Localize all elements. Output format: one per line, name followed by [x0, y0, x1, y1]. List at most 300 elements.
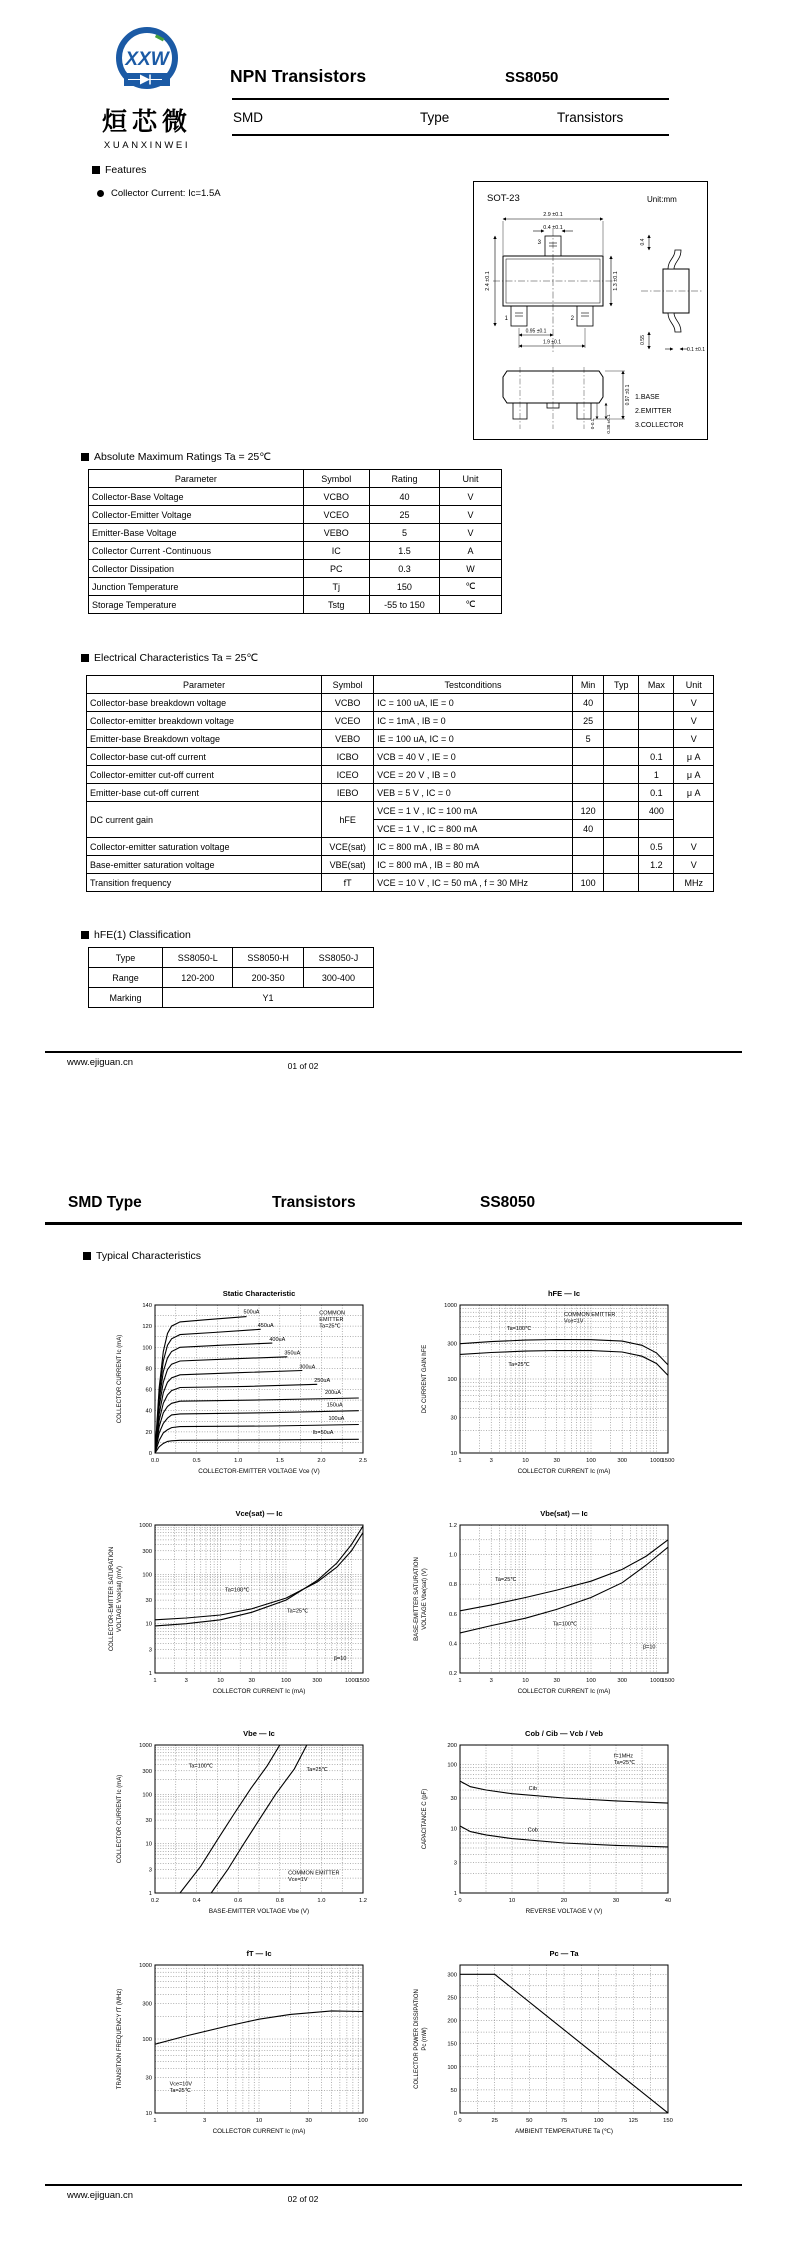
page2-header-left: SMD Type — [68, 1194, 142, 1211]
table-row — [89, 578, 502, 596]
y-axis-label-2: VOLTAGE Vce(sat) (mV) — [117, 1565, 123, 1633]
table-header-cell: Rating — [369, 470, 439, 488]
chart-title: Vbe — Ic — [243, 1729, 275, 1738]
table-cell: 5 — [572, 730, 603, 748]
pin-2-number: 2 — [570, 316, 574, 322]
x-axis-label: AMBIENT TEMPERATURE Ta (℃) — [515, 2128, 613, 2135]
table-row — [89, 506, 502, 524]
x-axis-label: COLLECTOR CURRENT Ic (mA) — [212, 1688, 306, 1695]
x-tick-label: 50 — [526, 2118, 533, 2124]
table-header-cell: SS8050-H — [233, 948, 303, 968]
y-tick-label: 100 — [142, 1345, 152, 1352]
dim-standoff: 0-0.1 — [590, 418, 595, 430]
series-label: Ta=100℃ — [188, 1763, 213, 1770]
table-cell: Emitter-Base Voltage — [89, 524, 304, 542]
table-cell: Collector-emitter cut-off current — [87, 766, 322, 784]
table-cell: Emitter-base cut-off current — [87, 784, 322, 802]
table-cell: VCE(sat) — [322, 838, 374, 856]
section-marker-icon — [81, 453, 89, 461]
table-cell: 25 — [572, 712, 603, 730]
table-cell: VCBO — [322, 694, 374, 712]
series-label: Ta=25℃ — [286, 1608, 309, 1615]
table-cell: Junction Temperature — [89, 578, 304, 596]
part-number: SS8050 — [505, 69, 559, 86]
y-tick-label: 1 — [148, 1891, 152, 1897]
section-marker-icon — [81, 931, 89, 939]
table-cell: VCE = 1 V , IC = 800 mA — [374, 820, 573, 838]
logo-latin-name: XUANXINWEI — [103, 140, 191, 151]
y-tick-label: 1.2 — [448, 1523, 457, 1529]
footer-site-1[interactable]: www.ejiguan.cn — [67, 1057, 134, 1068]
table-header-cell: Parameter — [89, 470, 304, 488]
table-row — [89, 542, 502, 560]
section-marker-icon — [92, 166, 100, 174]
table-cell: Tj — [303, 578, 369, 596]
table-cell — [604, 784, 639, 802]
x-tick-label: 1000 — [650, 1458, 663, 1464]
x-tick-label: 75 — [560, 2118, 568, 2124]
abs-max-heading — [81, 451, 271, 463]
hfe-class-heading-label: hFE(1) Classification — [94, 929, 191, 941]
table-cell: Collector-base breakdown voltage — [87, 694, 322, 712]
dim-pin-width: 0.4 ±0.1 — [543, 225, 563, 231]
x-axis-label: COLLECTOR-EMITTER VOLTAGE Vce (V) — [198, 1468, 320, 1475]
x-axis-label: COLLECTOR CURRENT Ic (mA) — [212, 2128, 306, 2135]
y-tick-label: 0.2 — [448, 1671, 457, 1677]
x-tick-label: 1500 — [356, 1678, 370, 1684]
logo — [92, 24, 202, 151]
x-tick-label: 1000 — [345, 1678, 358, 1684]
x-tick-label: 20 — [560, 1898, 568, 1904]
table-cell: 1.2 — [639, 856, 674, 874]
table-cell — [604, 694, 639, 712]
y-tick-label: 3 — [453, 1860, 457, 1867]
x-axis-label: BASE-EMITTER VOLTAGE Vbe (V) — [208, 1908, 310, 1915]
y-tick-label: 50 — [450, 2087, 457, 2094]
y-tick-label: 1 — [453, 1891, 457, 1897]
x-tick-label: 30 — [305, 2118, 312, 2124]
abs-max-table — [88, 469, 502, 614]
y-tick-label: 140 — [142, 1303, 152, 1309]
table-cell: Storage Temperature — [89, 596, 304, 614]
table-header-row — [89, 948, 374, 968]
x-tick-label: 1000 — [650, 1678, 663, 1684]
grid — [460, 1305, 668, 1453]
chart-title: Cob / Cib — Vcb / Veb — [525, 1729, 603, 1738]
table-cell — [639, 730, 674, 748]
table-cell: -55 to 150 — [369, 596, 439, 614]
footer-divider-1 — [45, 1051, 742, 1053]
x-tick-label: 30 — [553, 1458, 560, 1464]
table-cell: ℃ — [440, 596, 502, 614]
dim-body-width: 2.9 ±0.1 — [543, 212, 563, 218]
package-top-view — [493, 219, 615, 353]
chart-annotation: f=1MHz — [613, 1753, 634, 1760]
table-cell: 400 — [639, 802, 674, 820]
table-cell: IC = 800 mA , IB = 80 mA — [374, 838, 573, 856]
table-cell: V — [674, 712, 714, 730]
x-tick-label: 300 — [617, 1458, 628, 1464]
table-header-cell: Unit — [674, 676, 714, 694]
table-cell: hFE — [322, 802, 374, 838]
y-tick-label: 10 — [145, 2111, 152, 2117]
page2-header-right: SS8050 — [480, 1194, 536, 1211]
page-title: NPN Transistors — [230, 66, 367, 86]
x-tick-label: 1500 — [661, 1458, 675, 1464]
series-line — [155, 1439, 359, 1453]
table-cell: DC current gain — [87, 802, 322, 838]
table-cell: μ A — [674, 784, 714, 802]
table-header-cell: Symbol — [303, 470, 369, 488]
y-tick-label: 10 — [450, 1826, 457, 1833]
logo-mark — [110, 24, 184, 96]
table-cell: 300-400 — [303, 968, 373, 988]
y-tick-label: 100 — [142, 1792, 152, 1799]
table-cell — [604, 802, 639, 820]
table-cell: IC = 100 uA, IE = 0 — [374, 694, 573, 712]
series-label: Ta=100℃ — [506, 1326, 532, 1332]
y-tick-label: 100 — [447, 2064, 457, 2071]
table-cell: V — [440, 524, 502, 542]
table-cell: ℃ — [440, 578, 502, 596]
table-cell: 0.1 — [639, 784, 674, 802]
dim-body-height: 2.4 ±0.1 — [485, 271, 491, 291]
table-cell — [572, 784, 603, 802]
table-header-cell: Type — [89, 948, 163, 968]
y-axis-label-2: VOLTAGE Vbe(sat) (V) — [422, 1568, 428, 1630]
table-cell: μ A — [674, 748, 714, 766]
table-cell — [604, 748, 639, 766]
chart-pc-vs-ta — [380, 1943, 700, 2155]
series-label: Ib=50uA — [312, 1430, 334, 1436]
table-cell: VCE = 10 V , IC = 50 mA , f = 30 MHz — [374, 874, 573, 892]
chart-title: Vce(sat) — Ic — [235, 1509, 283, 1518]
chart-title: Static Characteristic — [222, 1289, 296, 1298]
dim-lead-thickness: 0.1 ±0.1 — [686, 347, 706, 353]
y-axis-label-2: Pc (mW) — [422, 2027, 428, 2051]
x-tick-label: 2.5 — [358, 1458, 368, 1464]
series-label: Cob — [527, 1827, 538, 1834]
y-tick-label: 30 — [450, 1796, 457, 1802]
y-tick-label: 1000 — [139, 1963, 152, 1969]
y-tick-label: 1000 — [139, 1743, 152, 1749]
chart-annotation: Ta=25℃ — [169, 2087, 191, 2094]
y-axis-label: BASE-EMITTER SATURATION — [414, 1557, 420, 1641]
pin-1-number: 1 — [504, 316, 508, 322]
section-marker-icon — [81, 654, 89, 662]
table-row — [87, 712, 714, 730]
table-row — [87, 802, 714, 820]
logo-monogram: XXW — [125, 49, 169, 70]
table-cell: 120 — [572, 802, 603, 820]
table-cell: 100 — [572, 874, 603, 892]
pin-legend-collector: 3.COLLECTOR — [635, 422, 684, 429]
x-tick-label: 1.0 — [317, 1898, 326, 1904]
table-header-cell: SS8050-J — [303, 948, 373, 968]
table-cell: 5 — [369, 524, 439, 542]
header-sub-type: Type — [420, 110, 450, 125]
x-tick-label: 0 — [458, 1898, 462, 1904]
chart-annotation: COMMON EMITTER — [564, 1311, 616, 1318]
x-tick-label: 3 — [489, 1678, 493, 1684]
table-header-row — [87, 676, 714, 694]
series-label: 400uA — [269, 1336, 286, 1343]
series-label: 450uA — [257, 1323, 274, 1330]
chart-svg — [75, 1283, 395, 1495]
table-cell: ICEO — [322, 766, 374, 784]
table-cell: V — [440, 506, 502, 524]
x-tick-label: 1 — [153, 1678, 157, 1684]
x-tick-label: 0.5 — [192, 1458, 201, 1464]
y-tick-label: 100 — [447, 1762, 457, 1769]
grid — [460, 1965, 668, 2113]
table-cell: VBE(sat) — [322, 856, 374, 874]
table-header-cell: Symbol — [322, 676, 374, 694]
y-axis-label: COLLECTOR CURRENT Ic (mA) — [117, 1334, 123, 1424]
y-tick-label: 300 — [142, 1768, 152, 1775]
table-header-row — [89, 470, 502, 488]
x-tick-label: 10 — [522, 1458, 529, 1464]
bullet-icon — [97, 190, 104, 197]
table-cell: Tstg — [303, 596, 369, 614]
table-cell: fT — [322, 874, 374, 892]
chart-annotation: β=10 — [333, 1656, 347, 1663]
table-cell — [604, 856, 639, 874]
table-cell: V — [674, 694, 714, 712]
table-cell — [604, 712, 639, 730]
y-tick-label: 100 — [142, 2037, 152, 2043]
x-tick-label: 10 — [255, 2118, 263, 2124]
x-axis-label: REVERSE VOLTAGE V (V) — [525, 1908, 603, 1915]
x-tick-label: 30 — [612, 1898, 620, 1904]
table-cell: 40 — [369, 488, 439, 506]
table-row — [87, 694, 714, 712]
x-tick-label: 40 — [664, 1898, 672, 1904]
y-tick-label: 0.8 — [448, 1582, 457, 1589]
table-cell: IC — [303, 542, 369, 560]
table-cell: Collector-emitter saturation voltage — [87, 838, 322, 856]
electrical-table — [86, 675, 714, 892]
chart-static-characteristic — [75, 1283, 395, 1495]
header-divider-1 — [232, 98, 669, 100]
table-cell: V — [440, 488, 502, 506]
x-tick-label: 10 — [522, 1678, 529, 1684]
x-axis-label: COLLECTOR CURRENT Ic (mA) — [517, 1468, 611, 1475]
table-cell: VEBO — [303, 524, 369, 542]
y-tick-label: 1000 — [444, 1303, 457, 1309]
grid — [155, 1525, 363, 1673]
series-label: Ta=25℃ — [508, 1362, 530, 1368]
y-tick-label: 30 — [145, 1598, 152, 1605]
y-axis-label: TRANSITION FREQUENCY fT (MHz) — [117, 1988, 123, 2090]
x-tick-label: 0.0 — [150, 1458, 160, 1464]
table-cell: Collector-base cut-off current — [87, 748, 322, 766]
y-tick-label: 10 — [145, 1621, 152, 1628]
table-cell: MHz — [674, 874, 714, 892]
chart-title: Vbe(sat) — Ic — [540, 1509, 588, 1518]
table-header-cell: Max — [639, 676, 674, 694]
x-tick-label: 100 — [586, 1678, 596, 1684]
chart-title: Pc — Ta — [549, 1949, 579, 1958]
x-tick-label: 1 — [458, 1458, 462, 1464]
table-cell: IC = 1mA , IB = 0 — [374, 712, 573, 730]
x-tick-label: 10 — [508, 1898, 516, 1904]
table-cell — [639, 694, 674, 712]
dim-lead-top: 0.4 — [640, 238, 646, 246]
table-row — [87, 730, 714, 748]
series-label: 300uA — [299, 1364, 316, 1371]
y-tick-label: 0 — [148, 1451, 152, 1457]
chart-annotation: β=10 — [643, 1644, 656, 1651]
table-cell: ICBO — [322, 748, 374, 766]
table-cell: Collector-emitter breakdown voltage — [87, 712, 322, 730]
feature-item — [97, 188, 221, 199]
table-header-cell: Typ — [604, 676, 639, 694]
y-axis-label: COLLECTOR-EMITTER SATURATION — [109, 1546, 115, 1652]
table-cell — [604, 730, 639, 748]
electrical-heading-label: Electrical Characteristics Ta = 25℃ — [94, 652, 259, 664]
table-cell: μ A — [674, 766, 714, 784]
y-tick-label: 1 — [148, 1671, 152, 1677]
y-tick-label: 0.6 — [448, 1611, 457, 1618]
table-cell: VEB = 5 V , IC = 0 — [374, 784, 573, 802]
x-tick-label: 1.5 — [275, 1458, 284, 1464]
package-box-border — [474, 182, 708, 440]
y-tick-label: 10 — [145, 1841, 152, 1848]
x-tick-label: 30 — [248, 1678, 255, 1684]
chart-hfe-vs-ic — [380, 1283, 700, 1495]
typical-characteristics-label: Typical Characteristics — [96, 1250, 202, 1262]
chart-annotation: Vce=1V — [564, 1318, 584, 1325]
x-tick-label: 0.8 — [275, 1898, 284, 1904]
series-label: Ta=100℃ — [552, 1621, 578, 1628]
y-tick-label: 300 — [447, 1972, 457, 1979]
series-label: 350uA — [284, 1350, 301, 1357]
section-marker-icon — [83, 1252, 91, 1260]
chart-annotation: COMMON — [319, 1310, 345, 1317]
table-cell: VCB = 40 V , IE = 0 — [374, 748, 573, 766]
table-cell: PC — [303, 560, 369, 578]
x-tick-label: 30 — [553, 1678, 560, 1684]
y-axis-label: CAPACITANCE C (pF) — [422, 1788, 428, 1850]
header-sub-transistors: Transistors — [557, 110, 624, 125]
series-line — [155, 1533, 363, 1620]
footer-site-2[interactable]: www.ejiguan.cn — [67, 2190, 134, 2201]
chart-annotation: Vce=10V — [169, 2081, 193, 2088]
y-tick-label: 80 — [145, 1366, 152, 1373]
chart-svg — [380, 1283, 700, 1495]
x-tick-label: 1.0 — [234, 1458, 243, 1464]
table-row — [89, 560, 502, 578]
hfe-class-table — [88, 947, 374, 1008]
table-cell: 200-350 — [233, 968, 303, 988]
package-name: SOT-23 — [487, 193, 520, 204]
table-header-cell: Parameter — [87, 676, 322, 694]
table-cell: VCEO — [303, 506, 369, 524]
dim-pin-pitch: 0.95 ±0.1 — [525, 328, 547, 335]
x-tick-label: 3 — [202, 2118, 207, 2124]
table-row — [89, 596, 502, 614]
features-heading — [92, 164, 146, 176]
series-label: 100uA — [328, 1416, 345, 1423]
table-cell: IE = 100 uA, IC = 0 — [374, 730, 573, 748]
chart-svg — [75, 1503, 395, 1715]
y-tick-label: 40 — [145, 1408, 152, 1415]
y-tick-label: 0.4 — [448, 1641, 457, 1648]
table-row — [89, 968, 374, 988]
y-tick-label: 100 — [447, 1377, 457, 1383]
table-cell: Emitter-base Breakdown voltage — [87, 730, 322, 748]
x-tick-label: 125 — [628, 2118, 639, 2124]
table-row — [89, 988, 374, 1008]
y-tick-label: 3 — [148, 1647, 152, 1654]
pin-legend-base: 1.BASE — [635, 394, 660, 401]
table-cell: 0.5 — [639, 838, 674, 856]
table-cell: 0.3 — [369, 560, 439, 578]
table-cell: VCE = 1 V , IC = 100 mA — [374, 802, 573, 820]
package-unit: Unit:mm — [647, 195, 677, 204]
electrical-heading — [81, 652, 258, 664]
plot-border — [460, 1965, 668, 2113]
table-cell: Collector Current -Continuous — [89, 542, 304, 560]
chart-annotation: EMITTER — [319, 1316, 344, 1323]
chart-capacitance-vs-voltage — [380, 1723, 700, 1935]
y-tick-label: 100 — [142, 1572, 152, 1579]
table-row — [87, 766, 714, 784]
x-tick-label: 2.0 — [317, 1458, 326, 1464]
table-cell: Y1 — [163, 988, 374, 1008]
chart-svg — [380, 1503, 700, 1715]
abs-max-heading-label: Absolute Maximum Ratings Ta = 25℃ — [94, 451, 272, 463]
table-cell: IC = 800 mA , IB = 80 mA — [374, 856, 573, 874]
chart-vcesat-vs-ic — [75, 1503, 395, 1715]
chart-annotation: COMMON EMITTER — [288, 1870, 340, 1877]
table-cell: Range — [89, 968, 163, 988]
table-cell: Transition frequency — [87, 874, 322, 892]
y-tick-label: 10 — [450, 1451, 457, 1457]
table-cell: 0.1 — [639, 748, 674, 766]
header-sub-smd: SMD — [233, 110, 263, 125]
series-label: 500uA — [243, 1309, 260, 1316]
table-cell — [572, 838, 603, 856]
table-row — [87, 856, 714, 874]
plot-border — [155, 1525, 363, 1673]
feature-text: Collector Current: Ic=1.5A — [111, 188, 221, 199]
chart-annotation: Ta=25℃ — [613, 1759, 636, 1766]
table-cell: V — [674, 730, 714, 748]
x-tick-label: 300 — [312, 1678, 323, 1684]
logo-cjk-name: 烜芯微 — [101, 108, 192, 136]
page2-header-center: Transistors — [272, 1194, 356, 1211]
y-tick-label: 20 — [145, 1429, 152, 1436]
series-line — [155, 1317, 247, 1453]
y-tick-label: 250 — [447, 1995, 457, 2002]
series-label: Cib — [528, 1786, 537, 1792]
chart-vbe-vs-ic — [75, 1723, 395, 1935]
x-tick-label: 100 — [358, 2118, 368, 2124]
table-cell: Collector-Emitter Voltage — [89, 506, 304, 524]
hfe-class-heading — [81, 929, 191, 941]
page2-header-divider — [45, 1222, 742, 1225]
table-cell: 120-200 — [163, 968, 233, 988]
series-label: 150uA — [326, 1402, 343, 1409]
chart-annotation: Ta=25℃ — [319, 1323, 341, 1330]
table-cell: 1 — [639, 766, 674, 784]
typical-characteristics-heading — [83, 1250, 201, 1262]
chart-ft-vs-ic — [75, 1943, 395, 2155]
dim-pin-span: 1.9 ±0.1 — [542, 339, 562, 346]
x-tick-label: 100 — [281, 1678, 291, 1684]
